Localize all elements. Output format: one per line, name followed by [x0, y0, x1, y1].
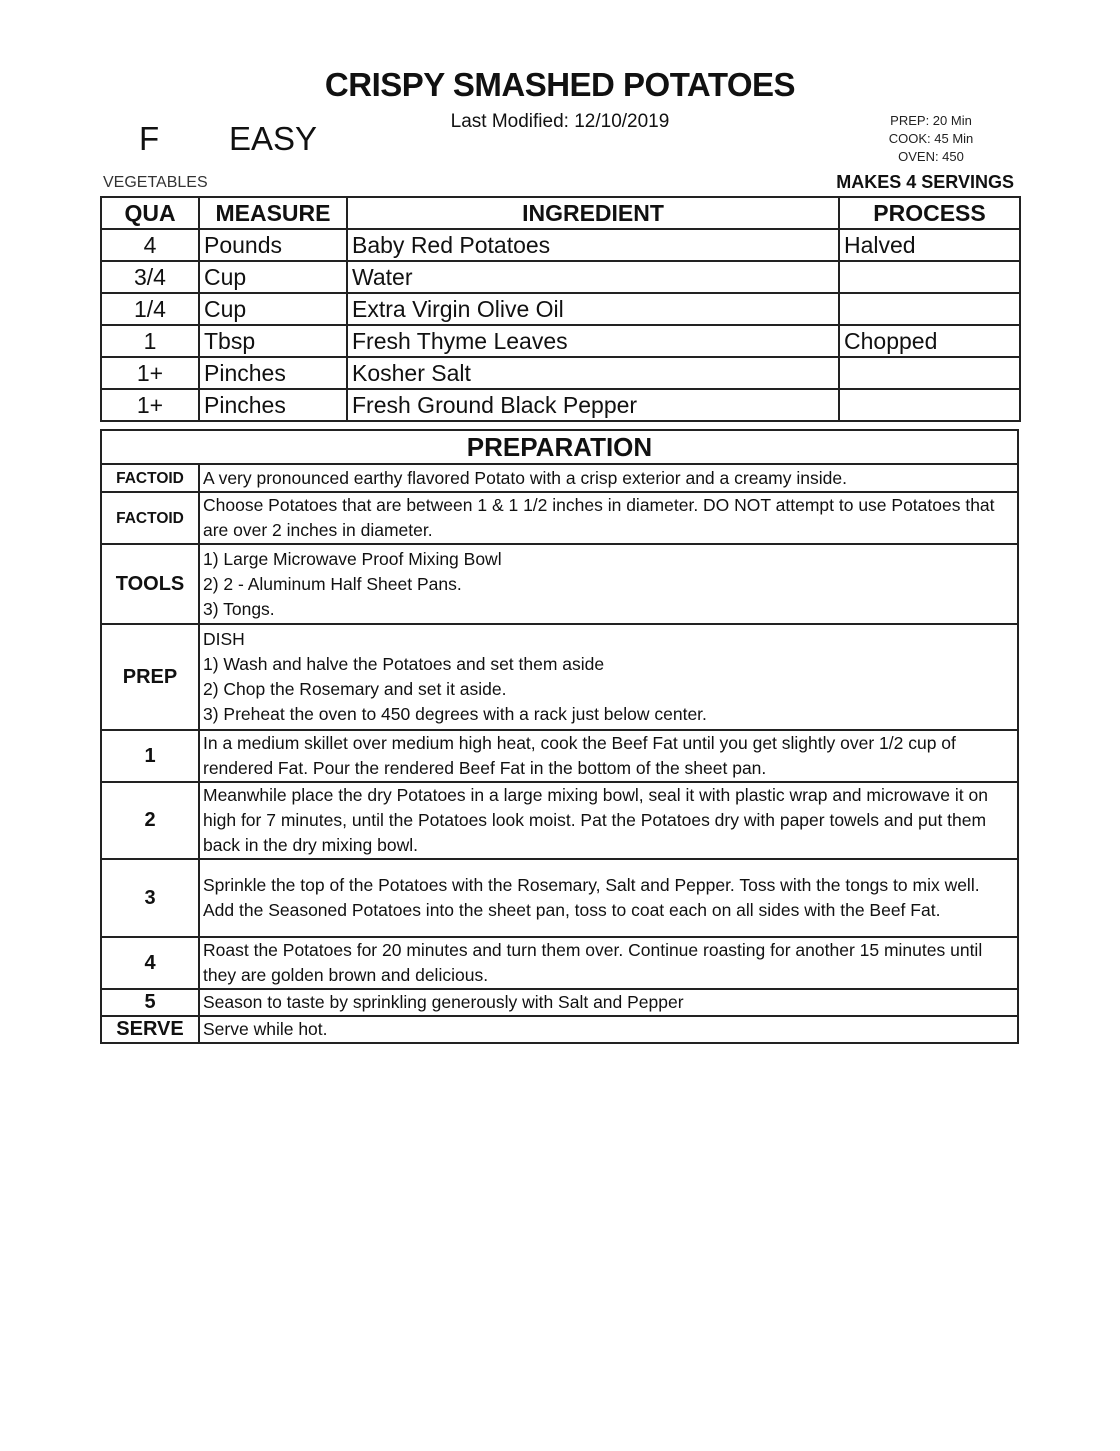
- step-label: 5: [101, 989, 199, 1016]
- step-label: SERVE: [101, 1016, 199, 1043]
- prep-time: PREP: 20 Min: [890, 113, 972, 128]
- ingredient-cell: Extra Virgin Olive Oil: [347, 293, 839, 325]
- ingredient-cell: Fresh Ground Black Pepper: [347, 389, 839, 421]
- ingredient-cell: Kosher Salt: [347, 357, 839, 389]
- step-line: Meanwhile place the dry Potatoes in a large mixing bowl, seal it with plastic wrap and microwave it on high for 7 minutes, until the Potatoes look moist. Pat the Potatoes dry with paper towels and put them back in the dry mixing bowl.: [203, 785, 988, 855]
- measure-cell: Pinches: [199, 389, 347, 421]
- preparation-row: [101, 937, 1018, 989]
- step-line: DISH: [203, 629, 245, 649]
- quantity-cell: 1+: [101, 389, 199, 421]
- step-text: [199, 730, 1018, 782]
- column-header: MEASURE: [199, 197, 347, 229]
- step-label: 1: [101, 730, 199, 782]
- ingredients-table: [100, 196, 1021, 422]
- step-label: 4: [101, 937, 199, 989]
- measure-cell: Tbsp: [199, 325, 347, 357]
- step-text: [199, 624, 1018, 730]
- process-cell: [839, 293, 1020, 325]
- quantity-cell: 1+: [101, 357, 199, 389]
- step-text: [199, 782, 1018, 859]
- step-label: PREP: [101, 624, 199, 730]
- ingredient-cell: Water: [347, 261, 839, 293]
- step-label: FACTOID: [101, 464, 199, 492]
- step-line: 1) Wash and halve the Potatoes and set them aside: [203, 654, 605, 674]
- step-line: Sprinkle the top of the Potatoes with the Rosemary, Salt and Pepper. Toss with the tongs to mix well. Add the Seasoned Potatoes into the sheet pan, toss to coat each on all sides with the Beef Fat.: [203, 875, 980, 920]
- measure-cell: Pinches: [199, 357, 347, 389]
- ingredient-row: [101, 357, 1020, 389]
- ingredient-row: [101, 389, 1020, 421]
- step-line: 3) Tongs.: [203, 598, 275, 619]
- preparation-row: [101, 1016, 1018, 1043]
- ingredient-row: [101, 293, 1020, 325]
- step-line: Serve while hot.: [203, 1019, 328, 1039]
- step-text: [199, 937, 1018, 989]
- step-line: Roast the Potatoes for 20 minutes and turn them over. Continue roasting for another 15 minutes until they are golden brown and delicious.: [203, 940, 983, 985]
- process-cell: [839, 261, 1020, 293]
- step-label: TOOLS: [101, 544, 199, 624]
- quantity-cell: 4: [101, 229, 199, 261]
- preparation-row: [101, 782, 1018, 859]
- measure-cell: Cup: [199, 261, 347, 293]
- step-line: 2) Chop the Rosemary and set it aside.: [203, 679, 507, 699]
- measure-cell: Cup: [199, 293, 347, 325]
- step-text: [199, 859, 1018, 937]
- step-text: [199, 989, 1018, 1016]
- preparation-row: [101, 624, 1018, 730]
- column-header: PROCESS: [839, 197, 1020, 229]
- process-cell: [839, 389, 1020, 421]
- quantity-cell: 3/4: [101, 261, 199, 293]
- ingredient-row: [101, 325, 1020, 357]
- step-label: FACTOID: [101, 492, 199, 544]
- servings: MAKES 4 SERVINGS: [836, 172, 1014, 192]
- ingredient-row: [101, 229, 1020, 261]
- step-label: 3: [101, 859, 199, 937]
- step-text: [199, 492, 1018, 544]
- ingredient-row: [101, 261, 1020, 293]
- preparation-row: [101, 730, 1018, 782]
- preparation-table: [100, 429, 1019, 1044]
- step-line: Choose Potatoes that are between 1 & 1 1/2 inches in diameter. DO NOT attempt to use Potatoes that are over 2 inches in diameter.: [203, 495, 995, 540]
- preparation-row: [101, 544, 1018, 624]
- cook-time: COOK: 45 Min: [888, 131, 974, 146]
- preparation-title: PREPARATION: [101, 430, 1018, 464]
- step-line: 1) Large Microwave Proof Mixing Bowl: [203, 548, 502, 569]
- step-label: 2: [101, 782, 199, 859]
- quantity-cell: 1/4: [101, 293, 199, 325]
- process-cell: Halved: [839, 229, 1020, 261]
- step-text: [199, 464, 1018, 492]
- measure-cell: Pounds: [199, 229, 347, 261]
- ingredients-header: [101, 197, 1020, 229]
- quantity-cell: 1: [101, 325, 199, 357]
- column-header: INGREDIENT: [347, 197, 839, 229]
- difficulty: EASY: [229, 120, 318, 157]
- step-line: 3) Preheat the oven to 450 degrees with a rack just below center.: [203, 704, 707, 724]
- step-line: 2) 2 - Aluminum Half Sheet Pans.: [203, 573, 462, 594]
- process-cell: [839, 357, 1020, 389]
- preparation-row: [101, 859, 1018, 937]
- recipe-title: CRISPY SMASHED POTATOES: [324, 66, 796, 103]
- process-cell: Chopped: [839, 325, 1020, 357]
- last-modified: Last Modified: 12/10/2019: [450, 111, 670, 132]
- category: VEGETABLES: [103, 174, 208, 191]
- ingredient-cell: Fresh Thyme Leaves: [347, 325, 839, 357]
- step-text: [199, 544, 1018, 624]
- step-line: In a medium skillet over medium high heat, cook the Beef Fat until you get slightly over 1/2 cup of rendered Fat. Pour the rendered Beef Fat in the bottom of the sheet pan.: [203, 733, 956, 778]
- recipe-times: [866, 112, 996, 166]
- ingredient-cell: Baby Red Potatoes: [347, 229, 839, 261]
- step-text: [199, 1016, 1018, 1043]
- rating-letter: F: [139, 120, 160, 157]
- oven-temp: OVEN: 450: [898, 149, 964, 164]
- preparation-row: [101, 464, 1018, 492]
- column-header: QUA: [101, 197, 199, 229]
- preparation-row: [101, 492, 1018, 544]
- preparation-row: [101, 989, 1018, 1016]
- step-line: Season to taste by sprinkling generously with Salt and Pepper: [203, 992, 684, 1012]
- step-line: A very pronounced earthy flavored Potato with a crisp exterior and a creamy inside.: [203, 467, 847, 488]
